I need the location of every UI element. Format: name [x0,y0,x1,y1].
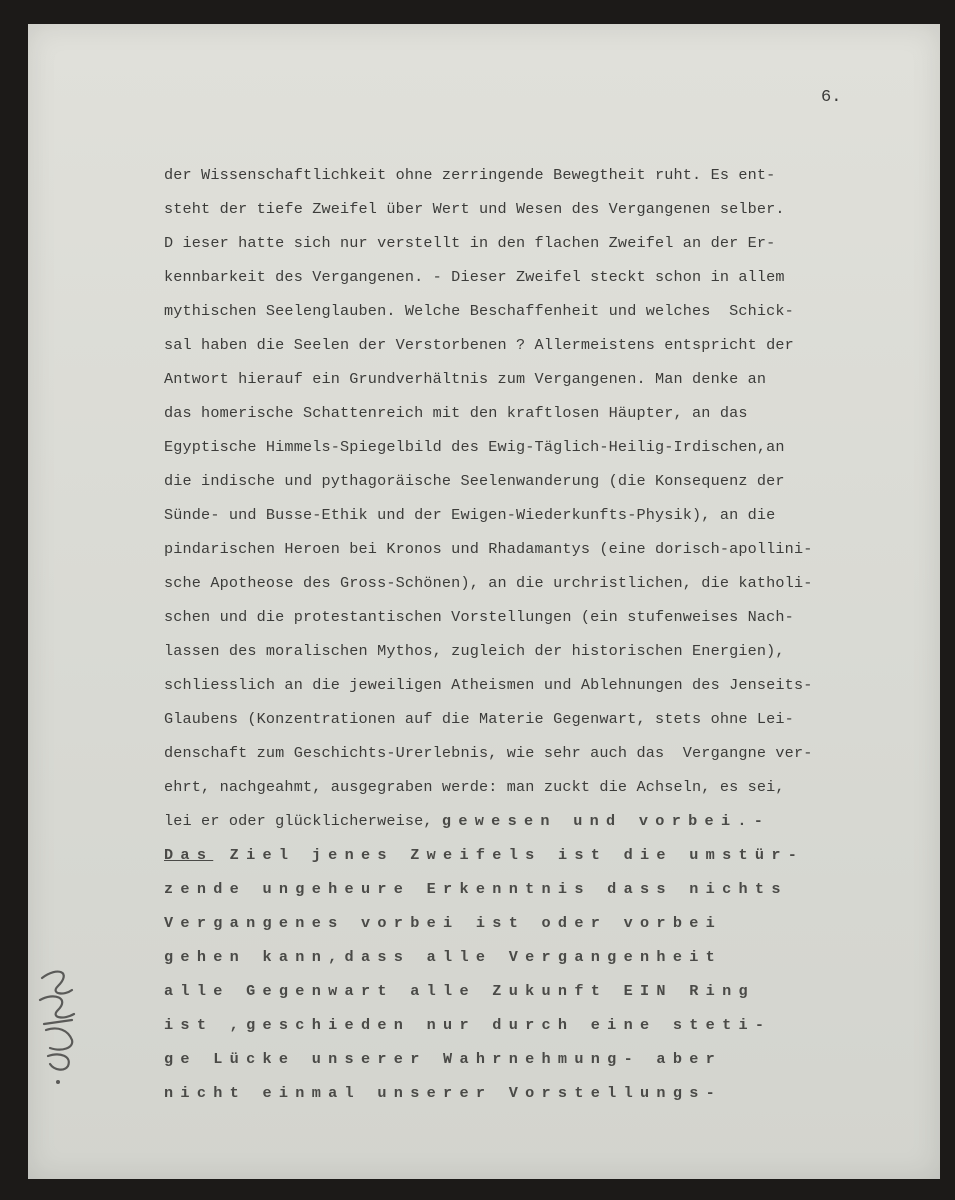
text-line: Egyptische Himmels-Spiegelbild des Ewig-Täglich-Heilig-Irdischen,an [164,438,785,456]
text-line: das homerische Schattenreich mit den kraftlosen Häupter, an das [164,404,748,422]
text-line: schen und die protestantischen Vorstellungen (ein stufenweises Nach- [164,608,794,626]
text-line: sche Apotheose des Gross-Schönen), an die urchristlichen, die katholi- [164,574,813,592]
spaced-text-fragment: Ziel jenes Zweifels ist die umstür- [229,846,805,864]
underlined-word: Das [164,846,214,864]
text-line: schliesslich an die jeweiligen Atheismen und Ablehnungen des Jenseits- [164,676,813,694]
spaced-text-fragment: gewesen und vorbei.- [441,812,771,830]
text-line: der Wissenschaftlichkeit ohne zerringende Bewegtheit ruht. Es ent- [164,166,776,184]
text-line: pindarischen Heroen bei Kronos und Rhadamantys (eine dorisch-apollini- [164,540,813,558]
text-line: mythischen Seelenglauben. Welche Beschaffenheit und welches Schick- [164,302,794,320]
spaced-text-line: ge Lücke unserer Wahrnehmung- aber [164,1050,723,1068]
spaced-text-line: zende ungeheure Erkenntnis dass nichts [164,880,788,898]
text-fragment: lei er oder glücklicherweise, [164,812,442,830]
page-number: 6. [821,88,842,107]
spaced-text-line [164,838,884,872]
text-line-mixed [164,804,884,838]
text-line: die indische und pythagoräische Seelenwanderung (die Konsequenz der [164,472,785,490]
spaced-text-line: gehen kann,dass alle Vergangenheit [164,948,723,966]
text-line: Sünde- und Busse-Ethik und der Ewigen-Wiederkunfts-Physik), an die [164,506,776,524]
text-line: sal haben die Seelen der Verstorbenen ? Allermeistens entspricht der [164,336,794,354]
text-line: kennbarkeit des Vergangenen. - Dieser Zweifel steckt schon in allem [164,268,785,286]
spaced-text-line: Vergangenes vorbei ist oder vorbei [164,914,723,932]
pencil-marginalia [28,960,88,1090]
spaced-text-line: alle Gegenwart alle Zukunft EIN Ring [164,982,755,1000]
text-line: denschaft zum Geschichts-Urerlebnis, wie sehr auch das Vergangne ver- [164,744,813,762]
text-line: Antwort hierauf ein Grundverhältnis zum Vergangenen. Man denke an [164,370,767,388]
text-line: lassen des moralischen Mythos, zugleich der historischen Energien), [164,642,785,660]
typewritten-text [164,158,884,1110]
spaced-text-line: ist ,geschieden nur durch eine steti- [164,1016,772,1034]
text-line: Glaubens (Konzentrationen auf die Materie Gegenwart, stets ohne Lei- [164,710,794,728]
text-line: steht der tiefe Zweifel über Wert und Wesen des Vergangenen selber. [164,200,785,218]
spaced-text-line: nicht einmal unserer Vorstellungs- [164,1084,723,1102]
text-line: D ieser hatte sich nur verstellt in den flachen Zweifel an der Er- [164,234,776,252]
text-line: ehrt, nachgeahmt, ausgegraben werde: man zuckt die Achseln, es sei, [164,778,785,796]
